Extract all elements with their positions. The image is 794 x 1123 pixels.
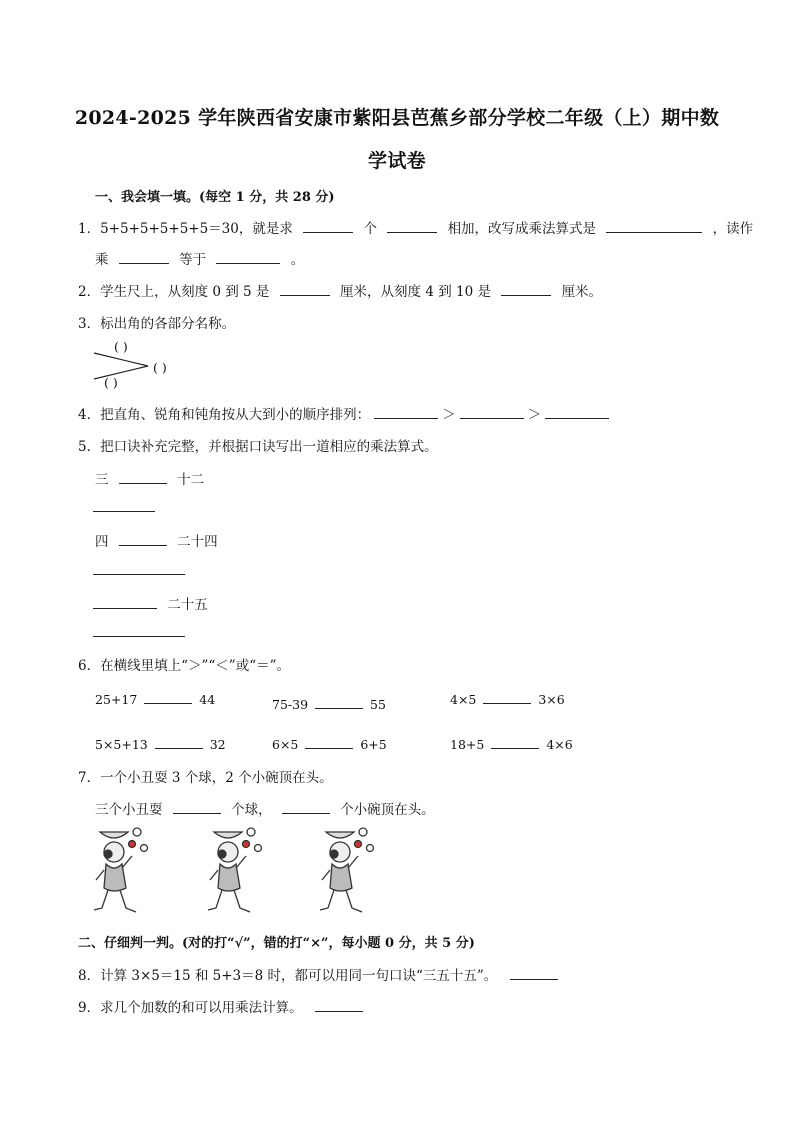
q5-row3-suffix: 二十五: [167, 597, 208, 613]
q4-blank-3[interactable]: [545, 404, 609, 419]
q9-text: 求几个加数的和可以用乘法计算。: [100, 1000, 303, 1016]
page-title-line1: 2024-2025 学年陕西省安康市紫阳县芭蕉乡部分学校二年级（上）期中数: [74, 107, 720, 129]
q6-item-6: [450, 734, 573, 752]
q1-text-d: ，读作: [712, 221, 754, 237]
q9-number: 9．: [78, 1000, 101, 1016]
q4-blank-2[interactable]: [460, 404, 524, 419]
q2-text-b: 厘米，从刻度 4 到 10 是: [340, 284, 491, 300]
q2-text-c: 厘米。: [561, 284, 603, 300]
q6-item1-left: 25+17: [95, 692, 138, 707]
q7-fill-line: [95, 798, 435, 818]
q1-blank-5[interactable]: [216, 249, 280, 264]
q1-text-e: 乘: [95, 252, 109, 268]
q5-answer-line-3[interactable]: [93, 636, 185, 637]
q5-row1-prefix: 三: [95, 472, 109, 488]
question-2: [78, 280, 602, 300]
q4-greater-sign-2: ＞: [527, 407, 542, 423]
q1-blank-2[interactable]: [387, 218, 437, 233]
q8-text: 计算 3×5＝15 和 5+3＝8 时，都可以用同一句口诀“三五十五”。: [100, 968, 498, 984]
q6-item-4: [95, 734, 226, 752]
q7-blank-1[interactable]: [173, 799, 221, 814]
q5-answer-line-1[interactable]: [93, 511, 155, 512]
q4-text: 把直角、锐角和钝角按从大到小的顺序排列：: [100, 407, 371, 423]
q6-item-3: [450, 689, 565, 707]
q5-row2-prefix: 四: [95, 534, 109, 550]
q4-number: 4．: [78, 407, 101, 423]
q6-item2-blank[interactable]: [315, 694, 363, 709]
q7-text-a: 三个小丑耍: [95, 802, 163, 818]
q1-text-g: 。: [290, 252, 305, 268]
q1-text-c: 相加，改写成乘法算式是: [447, 221, 597, 237]
question-8: [78, 964, 558, 984]
q5-row3-blank[interactable]: [93, 594, 157, 609]
q5-row-2: [95, 530, 218, 550]
q6-item-2: [272, 694, 386, 712]
question-1-line1: [78, 217, 753, 237]
q5-row2-blank[interactable]: [119, 531, 167, 546]
q7-blank-2[interactable]: [282, 799, 330, 814]
q8-answer-blank[interactable]: [510, 965, 558, 980]
q6-item3-blank[interactable]: [483, 689, 531, 704]
q7-text-b: 个球，: [231, 802, 272, 818]
q5-text: 把口诀补充完整，并根据口诀写出一道相应的乘法算式。: [100, 439, 438, 455]
q6-item5-right: 6+5: [360, 737, 387, 752]
question-3: [78, 312, 235, 332]
q6-item4-right: 32: [209, 737, 226, 752]
q6-item3-left: 4×5: [450, 692, 477, 707]
q6-item1-right: 44: [199, 692, 216, 707]
q1-blank-4[interactable]: [119, 249, 169, 264]
q1-text-a: 5+5+5+5+5+5＝30，就是求: [100, 221, 293, 237]
q6-item5-left: 6×5: [272, 737, 299, 752]
angle-ray-upper: [94, 353, 148, 366]
q6-item3-right: 3×6: [538, 692, 565, 707]
q6-text: 在横线里填上“＞”“＜”或“＝”。: [100, 658, 291, 674]
question-1-line2: [95, 248, 304, 268]
q6-number: 6．: [78, 658, 101, 674]
q6-item1-blank[interactable]: [144, 689, 192, 704]
clown-illustration-1: [92, 826, 154, 916]
q2-text-a: 学生尺上，从刻度 0 到 5 是: [100, 284, 270, 300]
q5-row2-suffix: 二十四: [177, 534, 218, 550]
question-7: [78, 766, 333, 786]
page-title-line2: 学试卷: [368, 150, 426, 172]
q3-text: 标出角的各部分名称。: [100, 316, 236, 332]
q6-item4-blank[interactable]: [155, 734, 203, 749]
q6-item2-left: 75-39: [272, 697, 309, 712]
q4-blank-1[interactable]: [374, 404, 438, 419]
question-9: [78, 996, 363, 1016]
question-4: [78, 403, 613, 423]
q5-row1-blank[interactable]: [119, 469, 167, 484]
q6-item4-left: 5×5+13: [95, 737, 148, 752]
q7-text-c: 个小碗顶在头。: [340, 802, 435, 818]
q2-blank-2[interactable]: [501, 281, 551, 296]
q4-greater-sign-1: ＞: [442, 407, 456, 423]
q5-row-3: [93, 593, 208, 613]
q2-blank-1[interactable]: [280, 281, 330, 296]
q7-text: 一个小丑耍 3 个球，2 个小碗顶在头。: [100, 770, 333, 786]
q6-item-1: [95, 689, 215, 707]
q2-number: 2．: [78, 284, 101, 300]
question-5: [78, 435, 438, 455]
q5-row-1: [95, 468, 204, 488]
angle-label-side-top: ( ): [114, 339, 128, 354]
q5-number: 5．: [78, 439, 101, 455]
q6-item-5: [272, 734, 387, 752]
q9-answer-blank[interactable]: [315, 997, 363, 1012]
q6-item6-left: 18+5: [450, 737, 485, 752]
q3-number: 3．: [78, 316, 101, 332]
q1-blank-1[interactable]: [303, 218, 353, 233]
q6-item2-right: 55: [370, 697, 386, 712]
angle-ray-lower: [94, 366, 148, 379]
q6-item6-right: 4×6: [546, 737, 573, 752]
angle-label-vertex: ( ): [153, 360, 167, 375]
q5-answer-line-2[interactable]: [93, 574, 185, 575]
q1-text-f: 等于: [179, 252, 207, 268]
q5-row1-suffix: 十二: [177, 472, 205, 488]
clown-illustration-2: [206, 826, 268, 916]
q1-text-b: 个: [363, 221, 377, 237]
clown-illustration-3: [318, 826, 380, 916]
q8-number: 8．: [78, 968, 101, 984]
question-6: [78, 654, 290, 674]
section1-heading: 一、我会填一填。(每空 1 分，共 28 分): [95, 190, 335, 205]
section2-heading: 二、仔细判一判。(对的打“√”，错的打“×”，每小题 0 分，共 5 分): [78, 936, 475, 951]
q1-blank-3[interactable]: [606, 218, 702, 233]
q6-item6-blank[interactable]: [491, 734, 539, 749]
q1-number: 1．: [78, 221, 101, 237]
angle-label-side-bottom: ( ): [104, 375, 118, 390]
q6-item5-blank[interactable]: [305, 734, 353, 749]
q7-number: 7．: [78, 770, 101, 786]
